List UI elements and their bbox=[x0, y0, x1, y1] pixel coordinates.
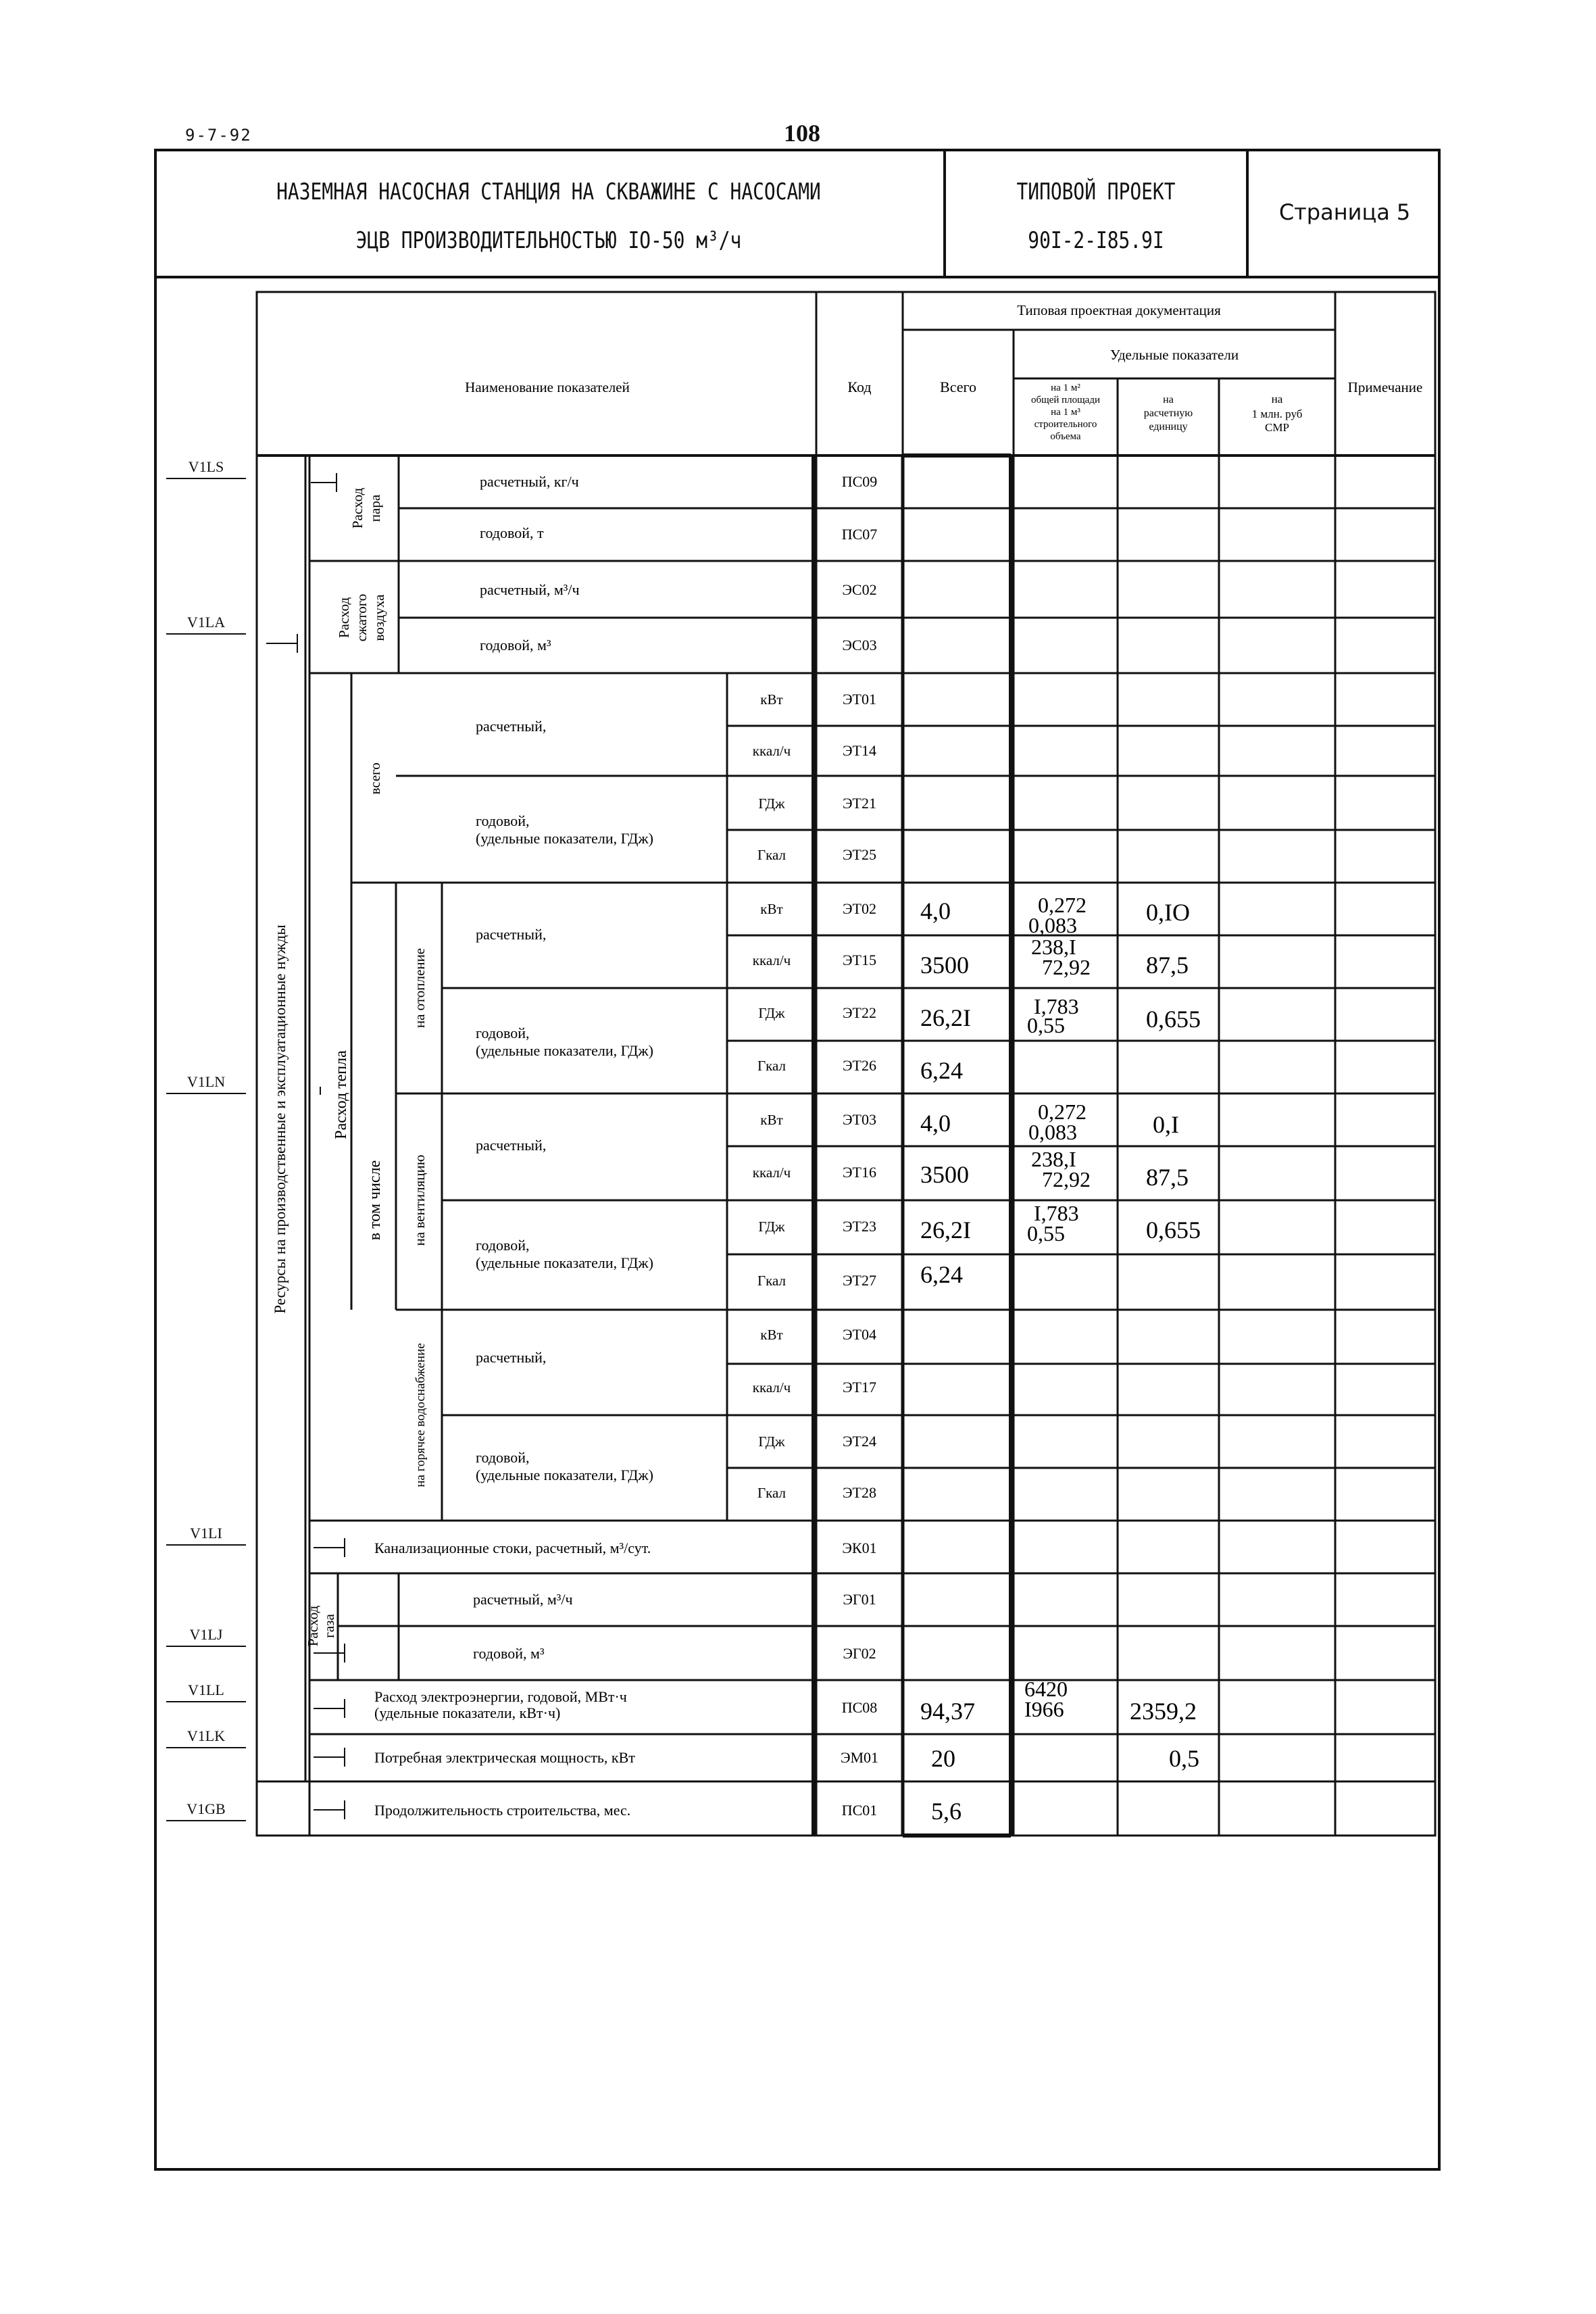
val-et16-m3: 72,92 bbox=[1042, 1167, 1091, 1191]
group-heat: Расход тепла bbox=[332, 1050, 350, 1139]
stamp-project-label: ТИПОВОЙ ПРОЕКТ bbox=[1016, 178, 1176, 205]
val-et23-m3: 0,55 bbox=[1027, 1221, 1065, 1246]
side-code-v1ll: V1LL bbox=[166, 1681, 246, 1702]
svg-text:на: на bbox=[1271, 393, 1283, 405]
side-code-v1li: V1LI bbox=[166, 1525, 246, 1546]
group-incl: в том числе bbox=[366, 1160, 384, 1241]
val-et22-m2: I,783 bbox=[1034, 994, 1079, 1018]
side-code-v1gb: V1GB bbox=[166, 1800, 246, 1821]
svg-text:кВт: кВт bbox=[760, 901, 783, 917]
name-annual-vent-2: (удельные показатели, ГДж) bbox=[476, 1254, 653, 1271]
name-calc-heating: расчетный, bbox=[476, 926, 547, 943]
svg-text:ЭТ23: ЭТ23 bbox=[843, 1218, 876, 1235]
svg-text:ЭС02: ЭС02 bbox=[842, 581, 877, 598]
svg-text:ПС08: ПС08 bbox=[841, 1699, 878, 1716]
side-code-v1ls: V1LS bbox=[166, 458, 246, 479]
svg-text:ЭТ16: ЭТ16 bbox=[843, 1164, 876, 1181]
name-calc-hotwater: расчетный, bbox=[476, 1349, 547, 1366]
stamp-title-line2: ЭЦВ ПРОИЗВОДИТЕЛЬНОСТЬЮ IO-50 м³/ч bbox=[355, 227, 742, 254]
svg-text:Гкал: Гкал bbox=[757, 1273, 787, 1289]
val-et22-unit: 0,655 bbox=[1146, 1006, 1201, 1033]
group-air bbox=[336, 594, 387, 642]
group-vent: на вентиляцию bbox=[412, 1154, 428, 1246]
svg-text:ЭТ22: ЭТ22 bbox=[843, 1004, 876, 1021]
svg-text:ГДж: ГДж bbox=[758, 1218, 785, 1235]
svg-text:ГДж: ГДж bbox=[758, 795, 785, 812]
name-ps01: Продолжительность строительства, мес. bbox=[374, 1802, 631, 1819]
svg-text:ЭТ14: ЭТ14 bbox=[843, 742, 876, 759]
val-et16-total: 3500 bbox=[920, 1161, 969, 1188]
svg-text:кВт: кВт bbox=[760, 1327, 783, 1343]
val-et15-m3: 72,92 bbox=[1042, 955, 1091, 979]
svg-text:ЭТ17: ЭТ17 bbox=[843, 1379, 876, 1396]
svg-text:кВт: кВт bbox=[760, 1112, 783, 1128]
svg-text:ккал/ч: ккал/ч bbox=[752, 743, 791, 759]
svg-text:Расход: Расход bbox=[305, 1605, 321, 1647]
svg-text:ЭТ24: ЭТ24 bbox=[843, 1433, 876, 1450]
svg-text:1 млн. руб: 1 млн. руб bbox=[1251, 408, 1303, 420]
svg-text:ЭТ15: ЭТ15 bbox=[843, 952, 876, 968]
header-code: Код bbox=[847, 378, 872, 395]
svg-text:ЭТ21: ЭТ21 bbox=[843, 795, 876, 812]
svg-text:ЭТ26: ЭТ26 bbox=[843, 1057, 876, 1074]
svg-text:ГДж: ГДж bbox=[758, 1005, 785, 1021]
name-ps09: расчетный, кг/ч bbox=[480, 473, 579, 490]
val-et23-total: 26,2I bbox=[920, 1216, 971, 1244]
side-code-v1lk: V1LK bbox=[166, 1727, 246, 1748]
val-et15-unit: 87,5 bbox=[1146, 952, 1189, 979]
val-et03-total: 4,0 bbox=[920, 1110, 951, 1137]
group-steam bbox=[349, 488, 383, 529]
group-heating: на отопление bbox=[412, 947, 428, 1029]
svg-text:ЭТ04: ЭТ04 bbox=[843, 1326, 876, 1343]
val-em01-unit: 0,5 bbox=[1169, 1745, 1199, 1772]
val-et03-m3: 0,083 bbox=[1028, 1120, 1077, 1144]
svg-text:ЭМ01: ЭМ01 bbox=[840, 1749, 879, 1766]
svg-text:Гкал: Гкал bbox=[757, 1058, 787, 1074]
side-code-v1ln: V1LN bbox=[166, 1073, 246, 1094]
group-hotwater: на горячее водоснабжение bbox=[414, 1343, 428, 1487]
group-vsego: всего bbox=[367, 762, 383, 795]
units-column bbox=[753, 691, 791, 1501]
val-ps08-unit: 2359,2 bbox=[1130, 1698, 1197, 1725]
svg-text:на 1 м³: на 1 м³ bbox=[1051, 407, 1080, 418]
name-ps07: годовой, т bbox=[480, 524, 544, 541]
val-et16-unit: 87,5 bbox=[1146, 1164, 1189, 1191]
svg-text:Гкал: Гкал bbox=[757, 847, 787, 863]
svg-text:ЭС03: ЭС03 bbox=[842, 637, 877, 654]
val-et02-m3: 0,083 bbox=[1028, 913, 1077, 937]
header-specific: Удельные показатели bbox=[1109, 347, 1239, 363]
svg-text:СМР: СМР bbox=[1265, 421, 1289, 434]
name-annual-hotwater-1: годовой, bbox=[476, 1449, 530, 1466]
header-tpd: Типовая проектная документация bbox=[1017, 302, 1221, 318]
svg-text:ПС09: ПС09 bbox=[841, 473, 878, 490]
val-et22-total: 26,2I bbox=[920, 1004, 971, 1031]
val-et22-m3: 0,55 bbox=[1027, 1013, 1065, 1037]
stamp-page-value: 5 bbox=[1396, 199, 1411, 225]
val-et27-total: 6,24 bbox=[920, 1261, 963, 1288]
stamp-page-label: Страница bbox=[1278, 199, 1390, 225]
svg-text:ЭТ03: ЭТ03 bbox=[843, 1111, 876, 1128]
side-code-v1la: V1LA bbox=[166, 614, 246, 635]
val-et23-m2: I,783 bbox=[1034, 1201, 1079, 1225]
header-name: Наименование показателей bbox=[465, 379, 630, 395]
val-et15-m2: 238,I bbox=[1031, 935, 1076, 959]
name-calc-total: расчетный, bbox=[476, 718, 547, 735]
val-et02-m2: 0,272 bbox=[1038, 893, 1087, 917]
svg-text:кВт: кВт bbox=[760, 691, 783, 708]
svg-text:ГДж: ГДж bbox=[758, 1433, 785, 1450]
header-note: Примечание bbox=[1347, 379, 1423, 395]
val-ps08-total: 94,37 bbox=[920, 1698, 975, 1725]
stamp-title-line1: НАЗЕМНАЯ НАСОСНАЯ СТАНЦИЯ НА СКВАЖИНЕ С НАСОСАМИ bbox=[276, 178, 821, 205]
group-resources: Ресурсы на производственные и эксплуатационные нужды bbox=[272, 925, 289, 1314]
name-annual-total-2: (удельные показатели, ГДж) bbox=[476, 830, 653, 847]
values bbox=[920, 893, 1201, 1825]
val-ps08-m2: 6420 bbox=[1024, 1677, 1068, 1701]
svg-text:ккал/ч: ккал/ч bbox=[752, 1164, 791, 1181]
val-et26-total: 6,24 bbox=[920, 1057, 963, 1084]
svg-text:объема: объема bbox=[1050, 431, 1081, 442]
svg-text:ЭТ25: ЭТ25 bbox=[843, 846, 876, 863]
svg-text:ЭГ01: ЭГ01 bbox=[843, 1591, 876, 1608]
name-ek01: Канализационные стоки, расчетный, м³/сут. bbox=[374, 1540, 651, 1556]
name-annual-hotwater-2: (удельные показатели, ГДж) bbox=[476, 1467, 653, 1483]
svg-text:строительного: строительного bbox=[1034, 419, 1097, 430]
name-annual-vent-1: годовой, bbox=[476, 1237, 530, 1254]
header-per-m2 bbox=[1031, 383, 1100, 442]
svg-text:единицу: единицу bbox=[1149, 421, 1188, 433]
val-et02-unit: 0,IO bbox=[1146, 899, 1190, 926]
svg-text:газа: газа bbox=[321, 1614, 337, 1638]
svg-text:ккал/ч: ккал/ч bbox=[752, 952, 791, 968]
val-et23-unit: 0,655 bbox=[1146, 1216, 1201, 1244]
svg-text:ЭТ28: ЭТ28 bbox=[843, 1484, 876, 1501]
svg-text:ПС01: ПС01 bbox=[841, 1802, 878, 1819]
svg-text:Гкал: Гкал bbox=[757, 1485, 787, 1501]
name-ps08-2: (удельные показатели, кВт·ч) bbox=[374, 1704, 561, 1721]
group-gas bbox=[305, 1606, 337, 1647]
name-annual-heating-1: годовой, bbox=[476, 1025, 530, 1041]
svg-text:Расход: Расход bbox=[336, 597, 352, 639]
page-number: 108 bbox=[784, 120, 820, 147]
name-calc-vent: расчетный, bbox=[476, 1137, 547, 1154]
svg-text:ЭТ27: ЭТ27 bbox=[843, 1272, 876, 1289]
header-total: Всего bbox=[940, 378, 976, 395]
svg-text:Расход: Расход bbox=[349, 487, 366, 529]
svg-text:на 1 м²: на 1 м² bbox=[1051, 383, 1080, 393]
name-es03: годовой, м³ bbox=[480, 637, 551, 654]
svg-text:пара: пара bbox=[367, 494, 383, 522]
val-et15-total: 3500 bbox=[920, 952, 969, 979]
svg-text:ЭК01: ЭК01 bbox=[842, 1540, 877, 1556]
svg-text:ЭГ02: ЭГ02 bbox=[843, 1645, 876, 1662]
svg-text:ПС07: ПС07 bbox=[841, 526, 878, 543]
name-eg02: годовой, м³ bbox=[473, 1645, 545, 1662]
name-annual-total-1: годовой, bbox=[476, 812, 530, 829]
svg-text:на: на bbox=[1163, 394, 1174, 405]
val-em01-total: 20 bbox=[931, 1745, 955, 1772]
row-names bbox=[374, 473, 653, 1819]
val-et16-m2: 238,I bbox=[1031, 1147, 1076, 1171]
svg-text:сжатого: сжатого bbox=[353, 593, 370, 642]
val-et02-total: 4,0 bbox=[920, 897, 951, 925]
svg-text:общей площади: общей площади bbox=[1031, 395, 1100, 405]
name-annual-heating-2: (удельные показатели, ГДж) bbox=[476, 1042, 653, 1059]
name-em01: Потребная электрическая мощность, кВт bbox=[374, 1749, 635, 1766]
svg-text:воздуха: воздуха bbox=[371, 594, 387, 641]
svg-text:ЭТ01: ЭТ01 bbox=[843, 691, 876, 708]
svg-text:ЭТ02: ЭТ02 bbox=[843, 900, 876, 917]
val-ps01-total: 5,6 bbox=[931, 1798, 962, 1825]
header-per-unit bbox=[1144, 394, 1193, 433]
svg-text:ккал/ч: ккал/ч bbox=[752, 1379, 791, 1396]
val-et03-m2: 0,272 bbox=[1038, 1100, 1087, 1124]
side-code-v1lj: V1LJ bbox=[166, 1626, 246, 1647]
name-eg01: расчетный, м³/ч bbox=[473, 1591, 573, 1608]
name-es02: расчетный, м³/ч bbox=[480, 581, 580, 598]
name-ps08-1: Расход электроэнергии, годовой, МВт·ч bbox=[374, 1688, 627, 1705]
svg-text:расчетную: расчетную bbox=[1143, 408, 1193, 419]
stamp-project-code: 90I-2-I85.9I bbox=[1028, 227, 1164, 254]
page-date-code: 9-7-92 bbox=[185, 126, 252, 145]
val-et03-unit: 0,I bbox=[1153, 1111, 1179, 1138]
val-ps08-m3: I966 bbox=[1024, 1697, 1064, 1721]
header-per-mln bbox=[1252, 393, 1303, 434]
